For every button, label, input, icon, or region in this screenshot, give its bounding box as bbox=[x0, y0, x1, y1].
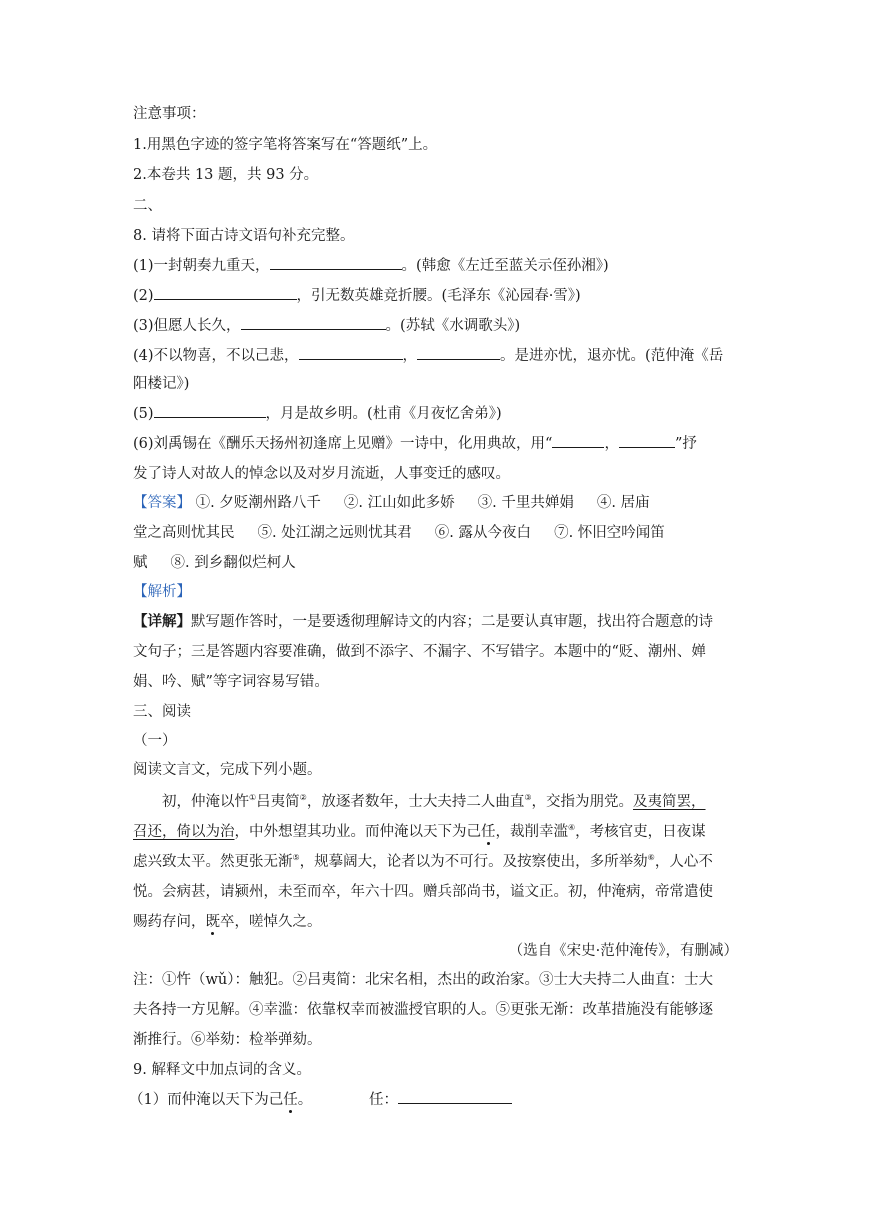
q8-item-3 bbox=[133, 315, 520, 337]
answer-label: 【答案】 bbox=[133, 495, 191, 511]
passage-text: ，规摹阔大，论者以为不可行。及按察使出，多所举劾 bbox=[299, 854, 648, 870]
section-3-title: 三、阅读 bbox=[133, 704, 191, 720]
notes-line-1: 注：①忤（wǔ）：触犯。②吕夷简：北宋名相，杰出的政治家。③士大夫持二人曲直：士大 bbox=[133, 972, 713, 988]
passage-text: 赐药存问， bbox=[133, 914, 206, 930]
dotted-word: 任 bbox=[481, 824, 496, 840]
analysis-text-1: 默写题作答时，一是要透彻理解诗文的内容；二是要认真审题，找出符合题意的诗 bbox=[191, 614, 713, 630]
passage-line-1 bbox=[162, 791, 706, 813]
q8-item-3-prefix: (3)但愿人长久， bbox=[133, 318, 241, 334]
q8-item-6-prefix: (6)刘禹锡在《酬乐天扬州初逢席上见赠》一诗中，化用典故，用“ bbox=[133, 436, 553, 452]
q8-item-3-suffix: 。(苏轼《水调歌头》) bbox=[385, 318, 521, 334]
q8-item-6-suffix: ”抒 bbox=[674, 436, 697, 452]
passage-text: 初，仲淹以忤 bbox=[162, 794, 249, 810]
footnote-marker: ⑤ bbox=[292, 853, 300, 863]
answer-blank[interactable] bbox=[398, 1089, 512, 1104]
q8-item-4 bbox=[133, 345, 723, 367]
q9-item-1 bbox=[129, 1089, 312, 1111]
q8-item-2 bbox=[133, 285, 581, 307]
q8-item-2-suffix: ，引无数英雄竞折腰。(毛泽东《沁园春·雪》) bbox=[296, 288, 581, 304]
answer-blank[interactable] bbox=[417, 345, 500, 360]
dotted-word: 既 bbox=[205, 914, 220, 930]
q9-text: 。 bbox=[297, 1092, 313, 1108]
analysis-label: 【解析】 bbox=[133, 584, 191, 600]
passage-text: ，中外想望其功业。而仲淹以天下为己 bbox=[234, 824, 481, 840]
passage-text: 虑兴致太平。然更张无渐 bbox=[133, 854, 293, 870]
analysis-line-3: 娟、吟、赋”等字词容易写错。 bbox=[133, 674, 329, 690]
answer-blank[interactable] bbox=[552, 433, 604, 448]
answer-blank[interactable] bbox=[619, 433, 675, 448]
q9-stem: 9. 解释文中加点词的含义。 bbox=[133, 1062, 311, 1078]
q8-item-4-sep: ， bbox=[402, 348, 418, 364]
q8-item-1-suffix: 。(韩愈《左迁至蓝关示侄孙湘》) bbox=[401, 258, 609, 274]
answer-blank[interactable] bbox=[270, 255, 402, 270]
answer-blank[interactable] bbox=[154, 285, 297, 300]
passage-text: ，放逐者数年，士大夫持二人曲直 bbox=[306, 794, 525, 810]
q8-item-5-prefix: (5) bbox=[133, 406, 154, 422]
detail-label: 【详解】 bbox=[133, 613, 191, 630]
q8-item-2-prefix: (2) bbox=[133, 288, 154, 304]
footnote-marker: ① bbox=[249, 793, 257, 803]
answer-line-1 bbox=[133, 492, 650, 514]
underlined-sentence: 召还，倚以为治 bbox=[133, 824, 235, 840]
passage-line-5 bbox=[133, 911, 322, 933]
passage-line-3 bbox=[133, 851, 713, 873]
q9-text: （1）而仲淹以天下为己 bbox=[129, 1092, 284, 1108]
q8-item-1 bbox=[133, 255, 609, 277]
passage-text: ，考核官吏，日夜谋 bbox=[575, 824, 706, 840]
answer-blank[interactable] bbox=[299, 345, 403, 360]
footnote-marker: ⑥ bbox=[647, 853, 655, 863]
q9-item-1-answer bbox=[369, 1089, 512, 1111]
passage-text: ，人心不 bbox=[654, 854, 713, 870]
q8-stem: 8. 请将下面古诗文语句补充完整。 bbox=[133, 228, 355, 244]
notes-line-2: 夫各持一方见解。④幸滥：依靠权幸而被滥授官职的人。⑤更张无渐：改革措施没有能够逐 bbox=[133, 1002, 713, 1018]
section-3-sub: （一） bbox=[133, 733, 177, 749]
analysis-line-2: 文句子；三是答题内容要准确，做到不添字、不漏字、不写错字。本题中的“贬、潮州、婵 bbox=[133, 644, 706, 660]
q8-item-1-prefix: (1)一封朝奏九重天， bbox=[133, 258, 270, 274]
notice-item-2: 2.本卷共 13 题，共 93 分。 bbox=[133, 167, 319, 183]
q8-item-6-cont: 发了诗人对故人的悼念以及对岁月流逝，人事变迁的感叹。 bbox=[133, 466, 510, 482]
q8-item-4-suffix: 。是进亦忧，退亦忧。(范仲淹《岳 bbox=[500, 348, 724, 364]
answer-line-2: 堂之高则忧其民 ⑤. 处江湖之远则忧其君 ⑥. 露从今夜白 ⑦. 怀旧空吟闻笛 bbox=[133, 525, 665, 541]
passage-text: ，裁削幸滥 bbox=[495, 824, 568, 840]
footnote-marker: ② bbox=[299, 793, 307, 803]
passage-source: （选自《宋史·范仲淹传》，有删减） bbox=[508, 943, 738, 959]
answer-blank[interactable] bbox=[154, 403, 266, 418]
q8-item-4-prefix: (4)不以物喜，不以己悲， bbox=[133, 348, 299, 364]
q8-item-4-cont: 阳楼记》) bbox=[133, 376, 190, 392]
q8-item-6 bbox=[133, 433, 697, 455]
analysis-line-1 bbox=[133, 611, 713, 633]
section-2-title: 二、 bbox=[133, 198, 162, 214]
notice-title: 注意事项： bbox=[133, 106, 206, 122]
q8-item-6-sep: ， bbox=[604, 436, 619, 452]
answer-blank[interactable] bbox=[241, 315, 386, 330]
q8-item-5 bbox=[133, 403, 502, 425]
footnote-marker: ④ bbox=[568, 823, 576, 833]
passage-line-4: 悦。会病甚，请颍州，未至而卒，年六十四。赠兵部尚书，谥文正。初，仲淹病，帝常遣使 bbox=[133, 884, 713, 900]
passage-line-2 bbox=[133, 821, 706, 843]
reading-instruction: 阅读文言文，完成下列小题。 bbox=[133, 762, 322, 778]
passage-text: 卒，嗟悼久之。 bbox=[220, 914, 322, 930]
notice-item-1: 1.用黑色字迹的签字笔将答案写在“答题纸”上。 bbox=[133, 137, 438, 153]
answer-text-1: ①. 夕贬潮州路八千 ②. 江山如此多娇 ③. 千里共婵娟 ④. 居庙 bbox=[195, 495, 650, 511]
footnote-marker: ③ bbox=[524, 793, 532, 803]
dotted-word: 任 bbox=[283, 1092, 298, 1108]
q9-answer-label: 任： bbox=[369, 1092, 398, 1108]
q8-item-5-suffix: ，月是故乡明。(杜甫《月夜忆舍弟》) bbox=[265, 406, 502, 422]
notes-line-3: 渐推行。⑥举劾：检举弹劾。 bbox=[133, 1032, 322, 1048]
passage-text: 吕夷简 bbox=[256, 794, 300, 810]
passage-text: ，交指为朋党。 bbox=[531, 794, 634, 810]
answer-line-3: 赋 ⑧. 到乡翻似烂柯人 bbox=[133, 555, 296, 571]
underlined-sentence: 及夷简罢， bbox=[633, 794, 706, 810]
